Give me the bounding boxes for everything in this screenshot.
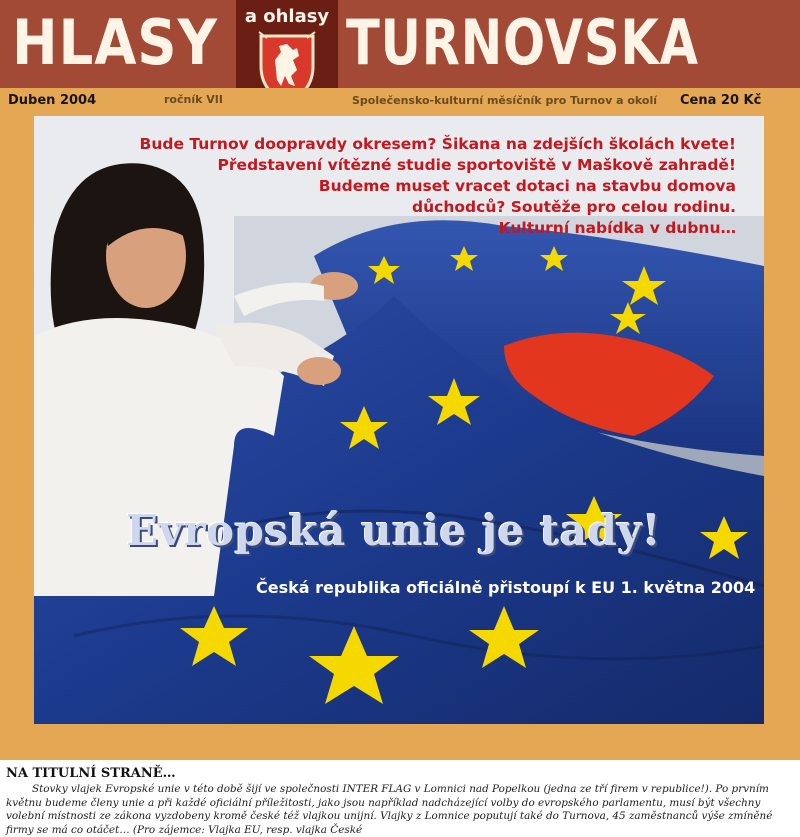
crest-caption: a ohlasy bbox=[244, 6, 330, 27]
caption-body: Stovky vlajek Evropské unie v této době šijí ve společnosti INTER FLAG v Lomnici nad Popelkou (jedna ze tří firem v republice!). Po prvním květnu budeme členy unie a při každé oficiální příležitosti, jako jsou například nadcházející volby do evropského parlamentu, musí být všechny volební místnosti ze zákona vyzdobeny kromě české též vlajkou unijní. Vlajky z Lomnice poputují také do Turnova, 45 zaměstnanců výše zmíněné firmy se má co otáčet… (Pro zájemce: Vlajka EU, resp. vlajka České bbox=[6, 783, 773, 836]
volume-label: ročník VII bbox=[164, 93, 223, 106]
cover-subtitle: Česká republika oficiálně přistoupí k EU 1. května 2004 bbox=[256, 578, 756, 597]
info-strip bbox=[0, 88, 800, 114]
cover-caption bbox=[6, 766, 794, 837]
cover-headlines bbox=[140, 134, 736, 239]
magazine-description: Společensko-kulturní měsíčník pro Turnov a okolí bbox=[352, 94, 658, 107]
caption-heading: NA TITULNÍ STRANĚ… bbox=[6, 766, 176, 781]
headline-line: Kulturní nabídka v dubnu… bbox=[498, 219, 736, 237]
title-right: TURNOVSKA bbox=[346, 6, 699, 79]
cover-photo bbox=[34, 116, 764, 724]
price: Cena 20 Kč bbox=[680, 93, 762, 108]
issue-date: Duben 2004 bbox=[8, 93, 97, 108]
headline-line: Představení vítězné studie sportoviště v Maškově zahradě! bbox=[217, 156, 736, 174]
headline-line: Budeme muset vracet dotaci na stavbu domova bbox=[318, 177, 736, 195]
masthead bbox=[0, 0, 800, 88]
headline-line: Bude Turnov doopravdy okresem? Šikana na zdejších školách kvete! bbox=[139, 135, 736, 153]
headline-line: důchodců? Soutěže pro celou rodinu. bbox=[412, 198, 736, 216]
title-left: HLASY bbox=[12, 6, 218, 79]
cover-main-title: Evropská unie je tady! bbox=[126, 506, 662, 555]
